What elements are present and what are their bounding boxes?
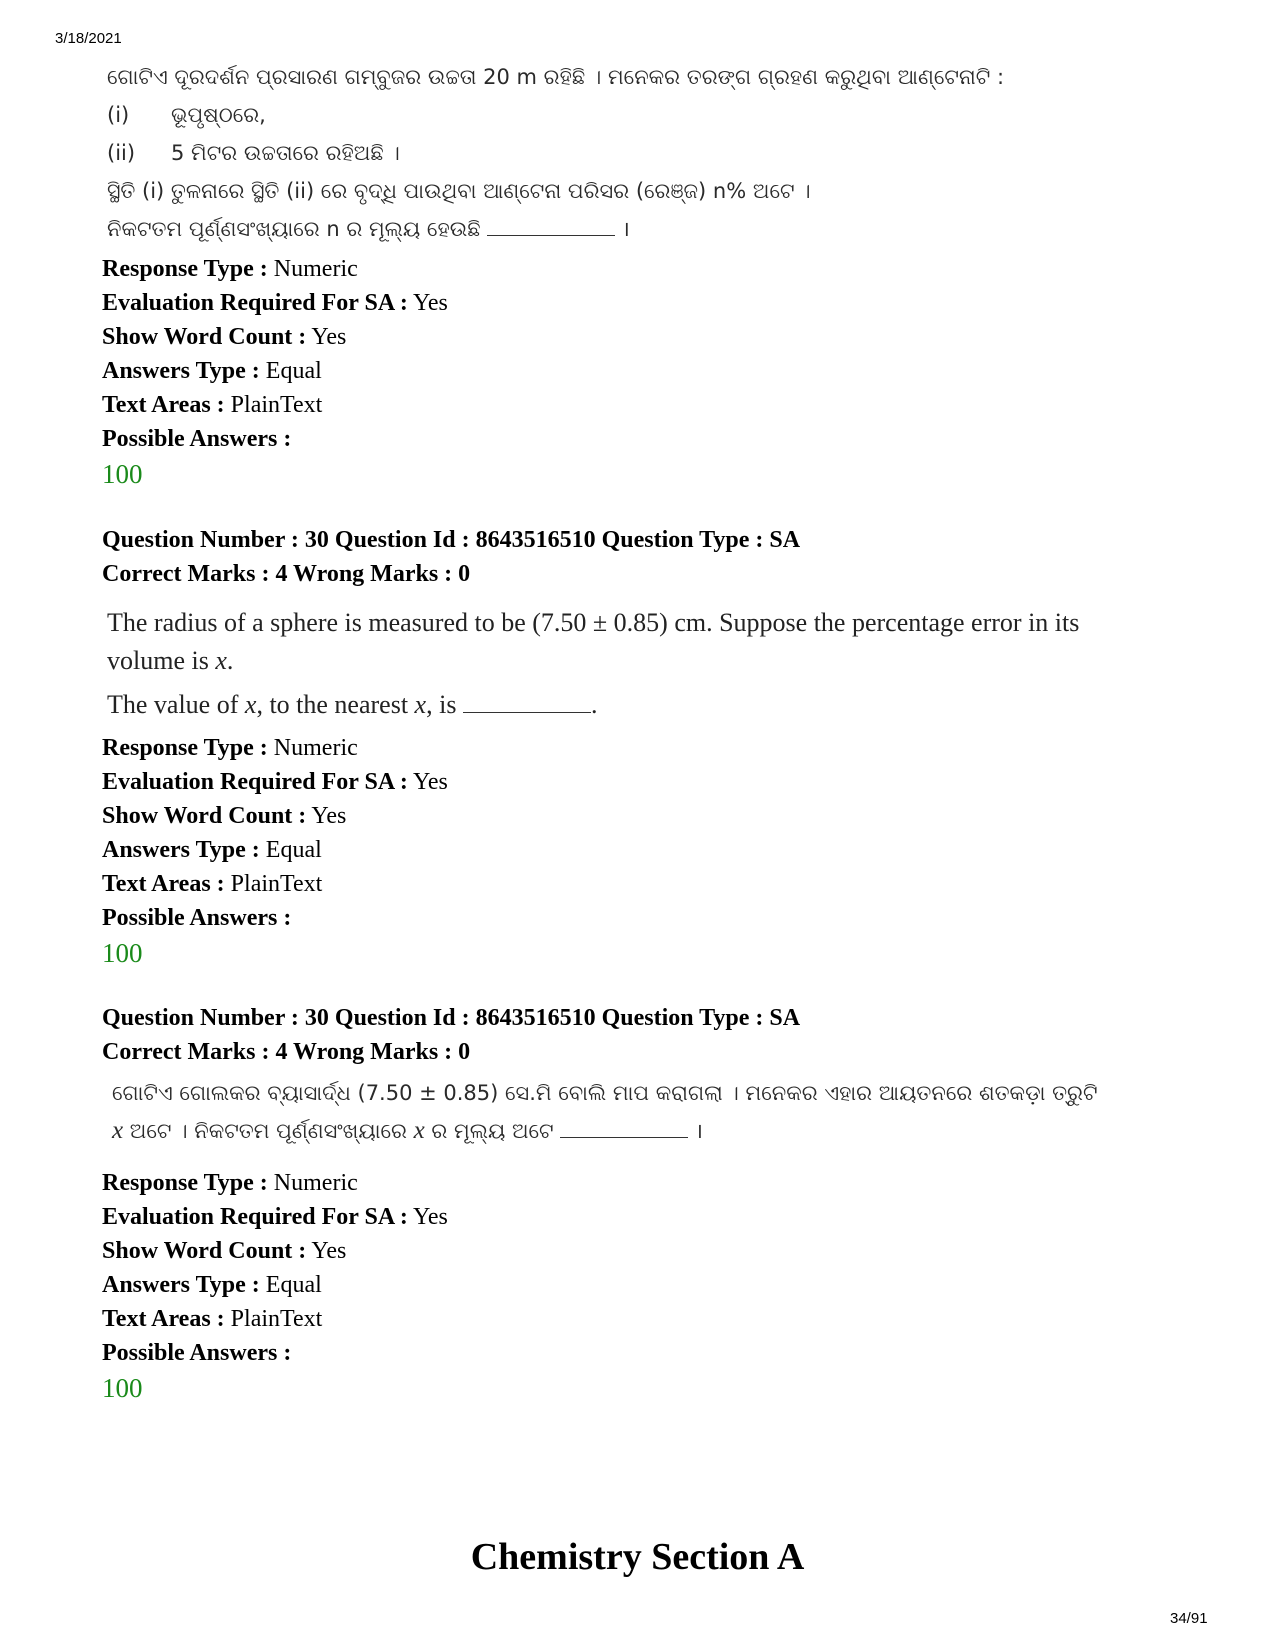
print-date: 3/18/2021 [55,30,122,47]
text-areas-row: Text Areas : PlainText [102,871,323,897]
question-header-3 [102,1001,800,1069]
answer-blank [463,690,591,713]
response-type-row: Response Type : Numeric [102,735,358,761]
possible-answers-row: Possible Answers : [102,1340,292,1366]
evaluation-row: Evaluation Required For SA : Yes [102,769,448,795]
possible-answers-row: Possible Answers : [102,905,292,931]
evaluation-row: Evaluation Required For SA : Yes [102,290,448,316]
option-label: (ii) [107,141,136,165]
question-line: ଗୋଟିଏ ଦୂରଦର୍ଶନ ପ୍ରସାରଣ ଗମ୍ବୁଜର ଉଚ୍ଚତା 20 m ରହିଛି । ମନେକର ତରଙ୍ଗ ଗ୍ରହଣ କରୁଥିବା ଆଣ୍ଟେନାଟି : [107,65,1005,89]
question-option-i [107,96,1004,134]
question-image-odia-2 [112,1074,1098,1150]
question-line-blank [107,210,1004,248]
option-text: 5 ମିଟର ଉଚ୍ଚତାରେ ରହିଅଛି । [171,141,400,165]
word-count-row: Show Word Count : Yes [102,803,347,829]
text-areas-row: Text Areas : PlainText [102,392,323,418]
option-text: ଭୂପୃଷ୍ଠରେ, [171,103,266,127]
question-line: The radius of a sphere is measured to be (7.50 ± 0.85) cm. Suppose the percentage error in its [107,608,1080,637]
response-type-row: Response Type : Numeric [102,256,358,282]
question-line-blank: The value of x, to the nearest x, is . [107,690,598,719]
question-number-line: Question Number : 30 Question Id : 8643516510 Question Type : SA [102,1005,801,1031]
question-meta-3 [102,1166,448,1406]
question-line: ସ୍ଥିତି (i) ତୁଳନାରେ ସ୍ଥିତି (ii) ରେ ବୃଦ୍ଧି ପାଉଥିବା ଆଣ୍ଟେନା ପରିସର (ରେଞ୍ଜ) n% ଅଟେ । [107,179,811,203]
possible-answer-value: 100 [102,938,143,968]
response-type-row: Response Type : Numeric [102,1170,358,1196]
question-image-odia-1 [107,58,1004,248]
question-line: volume is x. [107,646,234,675]
answers-type-row: Answers Type : Equal [102,837,322,863]
question-image-english [107,604,1079,724]
option-label: (i) [107,103,130,127]
answer-blank [487,213,615,236]
page-number: 34/91 [1170,1610,1208,1627]
question-line-blank: x ଅଟେ । ନିକଟତମ ପୂର୍ଣ୍ଣସଂଖ୍ୟାରେ x ର ମୂଲ୍ୟ ଅଟେ । [112,1117,703,1144]
text-areas-row: Text Areas : PlainText [102,1306,323,1332]
question-meta-2 [102,731,448,971]
question-text: ନିକଟତମ ପୂର୍ଣ୍ଣସଂଖ୍ୟାରେ n ର ମୂଲ୍ୟ ହେଉଛି [107,217,481,241]
answers-type-row: Answers Type : Equal [102,1272,322,1298]
question-line: ଗୋଟିଏ ଗୋଲକର ବ୍ୟାସାର୍ଦ୍ଧ (7.50 ± 0.85) ସେ.ମି ବୋଲି ମାପ କରାଗଲା । ମନେକର ଏହାର ଆୟତନରେ ଶତକଡ଼ା ତ୍ରୁଟି [112,1081,1098,1105]
question-option-ii [107,134,1004,172]
answer-blank [560,1115,688,1138]
marks-line: Correct Marks : 4 Wrong Marks : 0 [102,1039,471,1065]
evaluation-row: Evaluation Required For SA : Yes [102,1204,448,1230]
question-number-line: Question Number : 30 Question Id : 8643516510 Question Type : SA [102,527,801,553]
possible-answer-value: 100 [102,459,143,489]
question-meta-1 [102,252,448,492]
answers-type-row: Answers Type : Equal [102,358,322,384]
possible-answers-row: Possible Answers : [102,426,292,452]
marks-line: Correct Marks : 4 Wrong Marks : 0 [102,561,471,587]
possible-answer-value: 100 [102,1373,143,1403]
question-text-end: । [621,217,630,241]
question-header-2 [102,523,800,591]
section-title: Chemistry Section A [470,1536,805,1578]
word-count-row: Show Word Count : Yes [102,1238,347,1264]
word-count-row: Show Word Count : Yes [102,324,347,350]
